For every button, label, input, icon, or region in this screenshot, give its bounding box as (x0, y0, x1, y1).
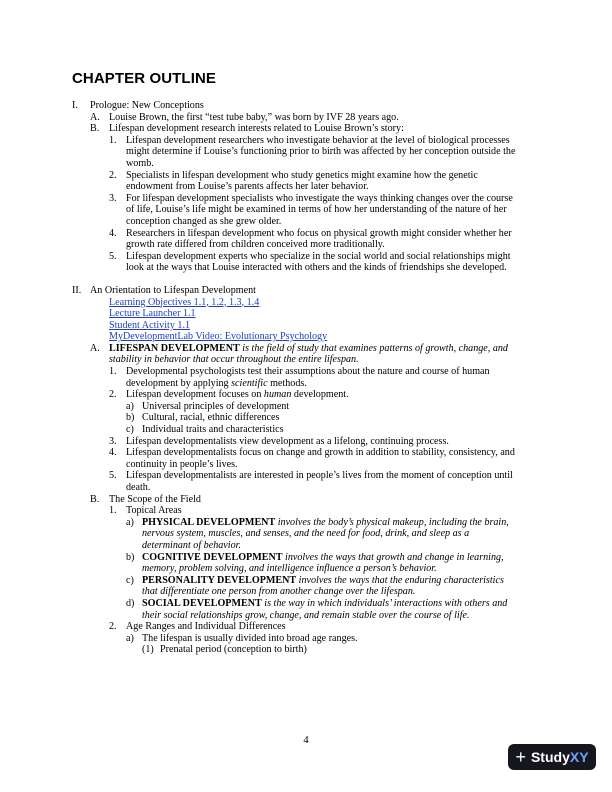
list-item: 2. Age Ranges and Individual Differences (109, 621, 286, 633)
list-item: 2. Lifespan development focuses on human development. (109, 389, 349, 401)
sub-item: c) PERSONALITY DEVELOPMENT involves the ways that the enduring characteristics that differentiate one person from another change over the lifespan. (126, 574, 504, 598)
list-item: 4. Researchers in lifespan development who focus on physical growth might consider whether her growth rate differed from children conceived more traditionally. (109, 227, 512, 251)
list-item: 1. Topical Areas (109, 505, 182, 517)
link-student-activity (72, 320, 542, 332)
list-item: B. Lifespan development research interests related to Louise Brown’s story: (90, 123, 404, 135)
term-cognitive-development: COGNITIVE DEVELOPMENT (142, 551, 283, 563)
section-heading: I. Prologue: New Conceptions (72, 100, 204, 111)
section-heading: II. An Orientation to Lifespan Development (72, 284, 256, 296)
studyxy-badge[interactable] (508, 744, 596, 770)
link-learning-objectives (72, 297, 542, 309)
list-item: 5. Lifespan developmentalists are interested in people’s lives from the moment of conception until death. (109, 470, 513, 493)
list-item: 1. Lifespan development researchers who investigate behavior at the level of biological processes might determine if Louise’s functioning prior to birth was affected by her conception outside the womb. (109, 134, 516, 169)
plus-icon: + (515, 747, 526, 767)
sub-item: c) Individual traits and characteristics (126, 424, 284, 436)
page-number: 4 (303, 735, 309, 746)
section-gap (72, 274, 542, 285)
list-item: 3. For lifespan development specialists who investigate the ways thinking changes over the course of life, Louise’s life might be examined in terms of how her understanding of the nature of her conception changed as she grew older. (109, 192, 513, 227)
chapter-title: CHAPTER OUTLINE (72, 70, 216, 87)
link-lecture-launcher (72, 308, 542, 320)
sub-item: b) Cultural, racial, ethnic differences (126, 412, 280, 424)
list-item: 5. Lifespan development experts who specialize in the social world and social relationships might look at the ways that Louise interacted with others and the kinds of friendships she developed. (109, 250, 511, 274)
list-item: 2. Specialists in lifespan development who study genetics might examine how the genetic endowment from Louise’s parents affects her later behavior. (109, 169, 478, 193)
link-learning-objectives-anchor[interactable]: Learning Objectives 1.1, 1.2, 1.3, 1.4 (109, 296, 260, 308)
list-item: 1. Developmental psychologists test their assumptions about the nature and course of human development by applying scientific methods. (109, 366, 490, 389)
sub-item: a) The lifespan is usually divided into broad age ranges. (126, 632, 358, 644)
link-video (72, 331, 542, 343)
sub-item: d) SOCIAL DEVELOPMENT is the way in which individuals’ interactions with others and their social relationships grow, change, and remain stable over the course of life. (126, 597, 508, 621)
term-lifespan-development: LIFESPAN DEVELOPMENT (109, 342, 240, 354)
list-item: 4. Lifespan developmentalists focus on change and growth in addition to stability, consistency, and continuity in people’s lives. (109, 447, 515, 470)
link-lecture-launcher-anchor[interactable]: Lecture Launcher 1.1 (109, 308, 196, 320)
list-item: A. Louise Brown, the first “test tube baby,” was born by IVF 28 years ago. (90, 111, 399, 123)
badge-xy-text: XY (569, 749, 589, 765)
term-personality-development: PERSONALITY DEVELOPMENT (142, 574, 297, 586)
badge-study-text: Study (530, 749, 570, 765)
outline-body (72, 100, 542, 656)
list-item: 3. Lifespan developmentalists view development as a lifelong, continuing process. (109, 435, 449, 447)
sub-sub-item: (1) Prenatal period (conception to birth) (142, 644, 307, 656)
sub-item: a) PHYSICAL DEVELOPMENT involves the body’s physical makeup, including the brain, nervous system, muscles, and senses, and the need for food, drink, and sleep as a determinant of behavior. (126, 516, 509, 551)
term-physical-development: PHYSICAL DEVELOPMENT (142, 516, 276, 528)
link-video-anchor[interactable]: MyDevelopmentLab Video: Evolutionary Psychology (109, 331, 328, 343)
list-item: B. The Scope of the Field (90, 493, 201, 505)
sub-item: b) COGNITIVE DEVELOPMENT involves the ways that growth and change in learning, memory, problem solving, and intelligence influence a person’s behavior. (126, 551, 504, 575)
term-social-development: SOCIAL DEVELOPMENT (142, 597, 262, 609)
sub-item: a) Universal principles of development (126, 400, 290, 412)
list-item: A. LIFESPAN DEVELOPMENT is the field of study that examines patterns of growth, change, and stability in behavior that occur throughout the entire lifespan. (90, 342, 508, 366)
link-student-activity-anchor[interactable]: Student Activity 1.1 (109, 319, 191, 331)
